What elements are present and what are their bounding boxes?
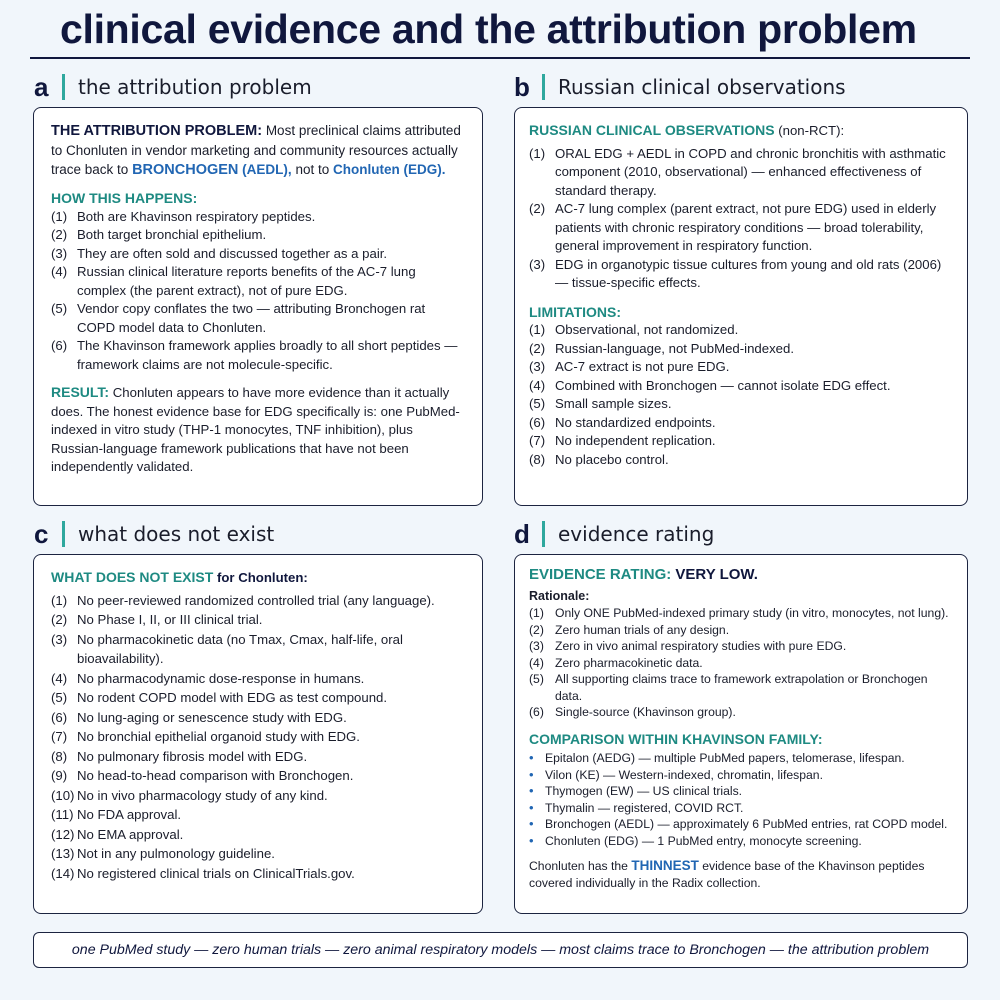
observations-list — [529, 145, 953, 293]
comparison-item — [529, 833, 955, 850]
not-exist-item-number: (12) — [51, 826, 75, 842]
not-exist-item-number: (14) — [51, 865, 75, 881]
limitation-item — [529, 414, 953, 433]
panel-a-letter: a — [34, 71, 49, 102]
observations-suffix: (non-RCT): — [778, 123, 845, 138]
how-item-number: (1) — [51, 208, 68, 224]
comparison-list — [529, 750, 955, 849]
not-exist-item-number: (2) — [51, 612, 68, 627]
page-title: clinical evidence and the attribution problem — [60, 6, 917, 52]
limitation-item-number: (6) — [529, 414, 546, 430]
not-exist-item — [51, 610, 468, 630]
rationale-item — [529, 605, 955, 622]
how-item-number: (5) — [51, 301, 68, 316]
not-exist-item — [51, 864, 468, 884]
not-exist-title — [51, 568, 468, 588]
result-label: RESULT: — [51, 384, 110, 400]
panel-b-accent-bar — [542, 74, 545, 100]
observations-title — [529, 121, 953, 141]
not-exist-item-text: No pharmacokinetic data (no Tmax, Cmax, half-life, oral bioavailability). — [77, 631, 403, 666]
panel-c-heading: what does not exist — [78, 522, 275, 546]
bullet-icon: • — [529, 766, 534, 782]
bullet-icon: • — [529, 832, 534, 848]
not-exist-item-number: (13) — [51, 846, 75, 861]
rationale-item-text: Only ONE PubMed-indexed primary study (in vitro, monocytes, not lung). — [555, 606, 949, 620]
not-exist-item-number: (6) — [51, 709, 68, 725]
comparison-item-text: Thymalin — registered, COVID RCT. — [545, 800, 744, 815]
rationale-item-number: (2) — [529, 622, 544, 637]
rationale-item-text: Single-source (Khavinson group). — [555, 705, 736, 719]
panel-a-header — [34, 70, 312, 104]
observation-item-number: (1) — [529, 145, 546, 161]
limitation-item-number: (2) — [529, 340, 546, 356]
limitation-item-number: (7) — [529, 433, 546, 448]
limitation-item-number: (5) — [529, 396, 546, 411]
rating-value: VERY LOW. — [675, 566, 758, 583]
comparison-item — [529, 816, 955, 833]
not-exist-item-number: (9) — [51, 768, 68, 783]
not-exist-item-text: No head-to-head comparison with Bronchogen. — [77, 768, 354, 783]
attribution-intro — [51, 121, 466, 180]
how-item — [51, 337, 466, 374]
limitation-item-number: (4) — [529, 377, 546, 393]
not-exist-item — [51, 844, 468, 864]
how-item-number: (4) — [51, 264, 68, 279]
bullet-icon: • — [529, 783, 534, 798]
bullet-icon: • — [529, 750, 534, 765]
limitation-item-text: No placebo control. — [555, 451, 669, 467]
limitation-item — [529, 321, 953, 340]
title-divider — [30, 57, 970, 59]
rationale-item — [529, 655, 955, 672]
observations-label: RUSSIAN CLINICAL OBSERVATIONS — [529, 122, 775, 138]
closing-text-1: Chonluten has the — [529, 859, 628, 873]
rationale-item-text: Zero pharmacokinetic data. — [555, 655, 703, 670]
not-exist-item-number: (11) — [51, 807, 74, 822]
rationale-item-number: (1) — [529, 606, 544, 620]
comparison-item-text: Vilon (KE) — Western-indexed, chromatin, lifespan. — [545, 767, 823, 782]
not-exist-item — [51, 669, 468, 689]
rationale-list — [529, 605, 955, 721]
bullet-icon: • — [529, 799, 534, 815]
observation-item-text: ORAL EDG + AEDL in COPD and chronic bronchitis with asthmatic component (2010, observational) — enhanced effectiveness of standard therapy. — [555, 145, 946, 198]
rationale-item-text: All supporting claims trace to framework extrapolation or Bronchogen data. — [555, 672, 928, 703]
aedl-highlight: (AEDL), — [242, 162, 292, 177]
panel-d-box — [514, 554, 968, 914]
limitation-item — [529, 432, 953, 451]
intro-label: THE ATTRIBUTION PROBLEM: — [51, 123, 263, 139]
limitation-item-text: No standardized endpoints. — [555, 414, 716, 430]
panel-c-accent-bar — [62, 521, 65, 547]
not-exist-item — [51, 786, 468, 806]
observation-item — [529, 256, 953, 293]
not-exist-item-number: (3) — [51, 631, 68, 647]
not-exist-item-text: No Phase I, II, or III clinical trial. — [77, 612, 263, 627]
observation-item-number: (3) — [529, 256, 546, 272]
bullet-icon: • — [529, 816, 534, 831]
rationale-item — [529, 622, 955, 639]
not-exist-item-text: Not in any pulmonology guideline. — [77, 846, 275, 861]
not-exist-item — [51, 688, 468, 708]
how-item — [51, 208, 466, 227]
footer-summary: one PubMed study — zero human trials — zero animal respiratory models — most claims trace to Bronchogen — the attribution problem — [33, 932, 968, 968]
closing-paragraph — [529, 858, 955, 891]
how-item-text: They are often sold and discussed together as a pair. — [77, 245, 388, 261]
not-exist-item-text: No registered clinical trials on ClinicalTrials.gov. — [77, 865, 355, 881]
not-exist-label: WHAT DOES NOT EXIST — [51, 569, 214, 585]
not-exist-item-number: (7) — [51, 729, 68, 744]
how-item-number: (6) — [51, 338, 68, 353]
limitations-list — [529, 321, 953, 469]
not-exist-item — [51, 805, 468, 825]
how-item-text: The Khavinson framework applies broadly to all short peptides — framework claims are not molecule-specific. — [77, 338, 458, 372]
rationale-item — [529, 671, 955, 704]
not-exist-item-text: No rodent COPD model with EDG as test compound. — [77, 690, 388, 705]
panel-d-letter: d — [514, 518, 530, 549]
not-exist-item-text: No FDA approval. — [77, 807, 182, 822]
panel-c-header — [34, 517, 274, 551]
rationale-label: Rationale: — [529, 588, 590, 603]
panel-c-letter: c — [34, 518, 49, 549]
comparison-item — [529, 750, 955, 767]
comparison-item-text: Chonluten (EDG) — 1 PubMed entry, monocyte screening. — [545, 833, 862, 848]
how-item-text: Both target bronchial epithelium. — [77, 227, 267, 242]
observation-item — [529, 200, 953, 256]
limitation-item — [529, 451, 953, 470]
panel-b-heading: Russian clinical observations — [558, 75, 846, 99]
observation-item-text: EDG in organotypic tissue cultures from young and old rats (2006) — tissue-specific effects. — [555, 256, 942, 290]
panel-a-box — [33, 107, 483, 506]
not-exist-list — [51, 591, 468, 884]
rationale-item — [529, 638, 955, 655]
how-item-text: Russian clinical literature reports benefits of the AC-7 lung complex (the parent extract), not of pure EDG. — [77, 264, 416, 298]
rationale-item-text: Zero in vivo animal respiratory studies with pure EDG. — [555, 639, 847, 653]
limitation-item-number: (8) — [529, 451, 546, 467]
panel-c-box — [33, 554, 483, 914]
limitation-item-text: Combined with Bronchogen — cannot isolate EDG effect. — [555, 377, 891, 393]
intro-text: Most preclinical claims attributed to Chonluten in vendor marketing and community resources actually trace back to — [51, 123, 461, 177]
limitation-item-text: AC-7 extract is not pure EDG. — [555, 359, 730, 374]
not-exist-item-number: (8) — [51, 748, 68, 764]
panel-b-box — [514, 107, 968, 506]
comparison-item — [529, 767, 955, 784]
result-paragraph — [51, 383, 466, 477]
rationale-item-number: (6) — [529, 705, 544, 719]
rationale-item-number: (4) — [529, 655, 544, 670]
observation-item — [529, 145, 953, 201]
panel-a-heading: the attribution problem — [78, 75, 312, 99]
result-text: Chonluten appears to have more evidence than it actually does. The honest evidence base for EDG specifically is: one PubMed-indexed in vitro study (THP-1 monocytes, TNF inhibition), plus Russian-language framework publications that have not been independently validated. — [51, 385, 460, 474]
rating-label: EVIDENCE RATING: — [529, 566, 672, 583]
rationale-item-number: (5) — [529, 672, 544, 686]
limitation-item-text: Small sample sizes. — [555, 396, 672, 411]
panel-d-header — [514, 517, 714, 551]
how-item-number: (3) — [51, 245, 68, 261]
limitation-item — [529, 358, 953, 377]
how-item-text: Both are Khavinson respiratory peptides. — [77, 208, 316, 224]
thinnest-highlight: THINNEST — [631, 858, 699, 873]
not-exist-item — [51, 591, 468, 611]
rationale-item — [529, 704, 955, 721]
how-item-number: (2) — [51, 227, 68, 242]
limitation-item — [529, 340, 953, 359]
not-exist-item-number: (1) — [51, 592, 68, 608]
not-exist-item-text: No pharmacodynamic dose-response in humans. — [77, 670, 365, 686]
limitation-item — [529, 395, 953, 414]
panel-a-accent-bar — [62, 74, 65, 100]
comparison-item-text: Bronchogen (AEDL) — approximately 6 PubMed entries, rat COPD model. — [545, 817, 948, 831]
not-exist-item-number: (4) — [51, 670, 68, 686]
how-item — [51, 226, 466, 245]
not-exist-item-text: No bronchial epithelial organoid study with EDG. — [77, 729, 360, 744]
not-exist-item — [51, 708, 468, 728]
limitation-item-number: (1) — [529, 322, 546, 337]
panel-d-heading: evidence rating — [558, 522, 715, 546]
how-label: HOW THIS HAPPENS: — [51, 190, 198, 206]
rationale-item-number: (3) — [529, 639, 544, 653]
rating-line — [529, 566, 955, 585]
comparison-item-text: Epitalon (AEDG) — multiple PubMed papers, telomerase, lifespan. — [545, 751, 905, 765]
chonluten-highlight: Chonluten (EDG). — [332, 162, 446, 177]
limitation-item-number: (3) — [529, 359, 546, 374]
not-exist-item — [51, 825, 468, 845]
bronchogen-highlight: BRONCHOGEN — [132, 162, 239, 178]
limitation-item-text: Russian-language, not PubMed-indexed. — [555, 340, 794, 356]
not-exist-item-text: No pulmonary fibrosis model with EDG. — [77, 748, 308, 764]
limitation-item-text: Observational, not randomized. — [555, 322, 739, 337]
comparison-item — [529, 783, 955, 800]
observation-item-number: (2) — [529, 201, 546, 216]
not-exist-item — [51, 747, 468, 767]
not-exist-item-text: No lung-aging or senescence study with EDG. — [77, 709, 347, 725]
limitation-item-text: No independent replication. — [555, 433, 716, 448]
comparison-item — [529, 800, 955, 817]
how-item — [51, 300, 466, 337]
how-item-text: Vendor copy conflates the two — attributing Bronchogen rat COPD model data to Chonluten. — [77, 301, 426, 335]
panel-b-header — [514, 70, 846, 104]
intro-text-2: not to — [295, 162, 330, 177]
how-item — [51, 263, 466, 300]
limitations-label: LIMITATIONS: — [529, 303, 622, 320]
not-exist-item — [51, 630, 468, 669]
not-exist-item-text: No peer-reviewed randomized controlled trial (any language). — [77, 592, 435, 608]
comparison-item-text: Thymogen (EW) — US clinical trials. — [545, 784, 743, 798]
closing-text-2: evidence base of the Khavinson peptides covered individually in the Radix collection. — [529, 859, 925, 890]
how-item — [51, 245, 466, 264]
panel-b-letter: b — [514, 71, 530, 102]
panel-d-accent-bar — [542, 521, 545, 547]
not-exist-suffix: for Chonluten: — [216, 570, 308, 585]
not-exist-item-number: (10) — [51, 787, 75, 803]
not-exist-item — [51, 766, 468, 786]
rationale-item-text: Zero human trials of any design. — [555, 622, 730, 637]
not-exist-item — [51, 727, 468, 747]
limitation-item — [529, 377, 953, 396]
not-exist-item-text: No in vivo pharmacology study of any kind. — [77, 787, 328, 803]
observation-item-text: AC-7 lung complex (parent extract, not pure EDG) used in elderly patients with chronic respiratory conditions — broad tolerability, general improvement in respiratory function. — [555, 201, 937, 253]
comparison-label: COMPARISON WITHIN KHAVINSON FAMILY: — [529, 730, 823, 747]
not-exist-item-number: (5) — [51, 690, 68, 705]
not-exist-item-text: No EMA approval. — [77, 826, 184, 842]
how-list — [51, 208, 466, 375]
